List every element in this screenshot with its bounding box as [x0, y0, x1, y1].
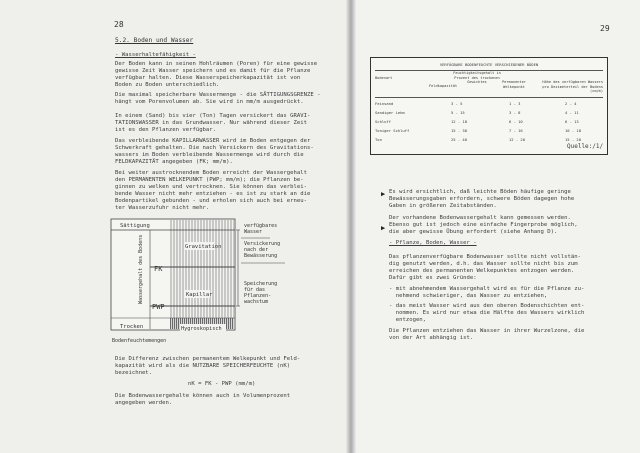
- arrow-marker-icon: ▶: [381, 190, 386, 198]
- right-page: 29 VERFÜGBARE BODENFEUCHTE VERSCHIEDENER BÖDEN Bodenart Feuchtigkeitsgehalt in Prozent des trockenen Gewichtes Feldkapazität Permanenter Welkepunkt Höhe des verfügbaren Wassers pro Dezimeterteil der Bodens (cm/m) Feinsand 3 - 5 1 - 3 2 - 4 Sandiger Lehm 5 - 15 3 - 8 4 - 11 Schluff 12 - 18 6 - 10 6 - 13 Toniger Schluff 15 - 30 7 - 16 10 - 18 Ton 25 - 40 12 - 20 15 - 20 Quelle:/1/ ▶ Es wird ersichtlich, daß leichte Böden häufige geringe Bewässerungsgaben erfordern, schwere Böden dagegen hohe Gaben in größeren Zeitabständen. ▶ Der vorhandene Bodenwassergehalt kann gemessen werden. Ebenso gut ist jedoch eine einfache Fingerprobe möglich, die aber gewisse Übung erfordert (siehe Anhang D). - Pflanze, Boden, Wasser - Das pflanzenverfügbare Bodenwasser sollte nicht vollstän- dig genutzt werden, d.h. das Wasser sollte nicht bis zum erreichen des permanenten Welkepunktes entzogen werden. Dafür gibt es zwei Gründe: - mit abnehmendem Wassergehalt wird es für die Pflanze zu- nehmend schwieriger, das Wasser zu entziehen, - das meist Wasser wird aus den oberen Bodenschichten ent- nommen. Es wird nur etwa die Hälfte des Wassers wirklich entzogen, Die Pflanzen entziehen das Wasser in ihrer Wurzelzone, die von der Art abhängig ist.: [352, 0, 640, 453]
- gravitation-label: Gravitation: [185, 244, 222, 250]
- table-header-verfuegbar: Höhe des verfügbaren Wassers pro Dezimeterteil der Bodens (cm/m): [542, 80, 603, 93]
- y-axis-label: Wassergehalt des Bodens: [138, 234, 144, 304]
- subheading: - Pflanze, Boden, Wasser -: [389, 240, 477, 246]
- moisture-table: [370, 57, 608, 155]
- page-number: 29: [600, 24, 610, 33]
- table-body: [375, 99, 603, 144]
- table-row: Sandiger Lehm 5 - 15 3 - 8 4 - 11: [375, 110, 579, 115]
- saettigung-label: Sättigung: [120, 223, 150, 229]
- left-page: 28 5.2. Boden und Wasser - Wasserhaltefähigkeit - Der Boden kann in seinen Hohlräumen (Poren) für eine gewisse gewisse Zeit Wasser speichern und es damit für die Pflanze verfügbar halten. Diese Wasserspeicherkapazität ist von Boden zu Boden unterschiedlich. Die maximal speicherbare Wassermenge - die SÄTTIGUNGSGRENZE - hängt vom Porenvolumen ab. Sie wird in mm/m ausgedrückt. In einem (Sand) bis vier (Ton) Tagen versickert das GRAVI- TATIONSWASSER in das Grundwasser. Nur während dieser Zeit ist es den Pflanzen verfügbar. Das verbleibende KAPILLARWASSER wird im Boden entgegen der Schwerkraft gehalten. Die nach Versickern des Gravitations- wassers im Boden verbleibende Wassermenge wird durch die FELDKAPAZITÄT angegeben (FK; mm/m). Bei weiter austrocknendem Boden erreicht der Wassergehalt den PERMANENTEN WELKEPUNKT (PWP; mm/m); die Pflanzen be- ginnen zu welken und vertrocknen. Sie können das verblei- bende Wasser nicht mehr entziehen - es ist zu stark an die Bodenpartikel gebunden - und erholen sich auch bei erneu- ter Wasserzufuhr nicht mehr. Sättigung Gravitation Kapillar Hygroskopisch Trocken FK PWP Wassergehalt des Bodens Bodenfeuchtemengen verfügbares Wasser Versickerung nach der Bewässerung Speicherung für das Pflanzen-wachstum Die Differenz zwischen permanentem Welkepunkt und Feld- kapazität wird als die NUTZBARE SPEICHERFEUCHTE (nK) bezeichnet. nK = FK - PWP (mm/m) Die Bodenwassergehalte können auch in Volumenprozent angegeben werden.: [0, 0, 352, 453]
- trocken-label: Trocken: [120, 324, 144, 330]
- x-axis-label: Bodenfeuchtemengen: [112, 338, 167, 344]
- formula: nK = FK - PWP (mm/m): [188, 381, 256, 387]
- table-row: Toniger Schluff 15 - 30 7 - 16 10 - 18: [375, 128, 582, 133]
- table-row: Feinsand 3 - 5 1 - 3 2 - 4: [375, 101, 577, 106]
- pwp-label: PWP: [152, 303, 165, 311]
- book-gutter: [346, 0, 356, 453]
- water-column-shading: [170, 220, 234, 329]
- available-water-label: verfügbares Wasser: [244, 223, 278, 235]
- storage-label: Speicherung für das Pflanzen-wachstum: [244, 281, 278, 305]
- table-row: Ton 25 - 40 12 - 20 15 - 20: [375, 137, 582, 142]
- page-number: 28: [114, 20, 124, 29]
- table-header-welkepunkt: Permanenter Welkepunkt: [502, 80, 526, 89]
- hygroskopisch-label: Hygroskopisch: [181, 326, 222, 332]
- arrow-marker-icon: ▶: [381, 224, 386, 232]
- table-header-bodenart: Bodenart: [375, 76, 393, 80]
- soil-moisture-diagram: [110, 218, 348, 350]
- kapillar-label: Kapillar: [186, 292, 213, 298]
- table-header-feldkapazitaet: Feuchtigkeitsgehalt in Prozent des trockenen Gewichtes Feldkapazität: [429, 71, 501, 88]
- seepage-label: Versickerung nach der Bewässerung: [244, 241, 281, 259]
- table-row: Schluff 12 - 18 6 - 10 6 - 13: [375, 119, 579, 124]
- table-title: VERFÜGBARE BODENFEUCHTE VERSCHIEDENER BÖDEN: [439, 62, 539, 67]
- subheading: - Wasserhaltefähigkeit -: [115, 52, 196, 58]
- section-title: 5.2. Boden und Wasser: [115, 37, 194, 44]
- fk-label: FK: [154, 265, 163, 273]
- table-source: Quelle:/1/: [567, 143, 604, 150]
